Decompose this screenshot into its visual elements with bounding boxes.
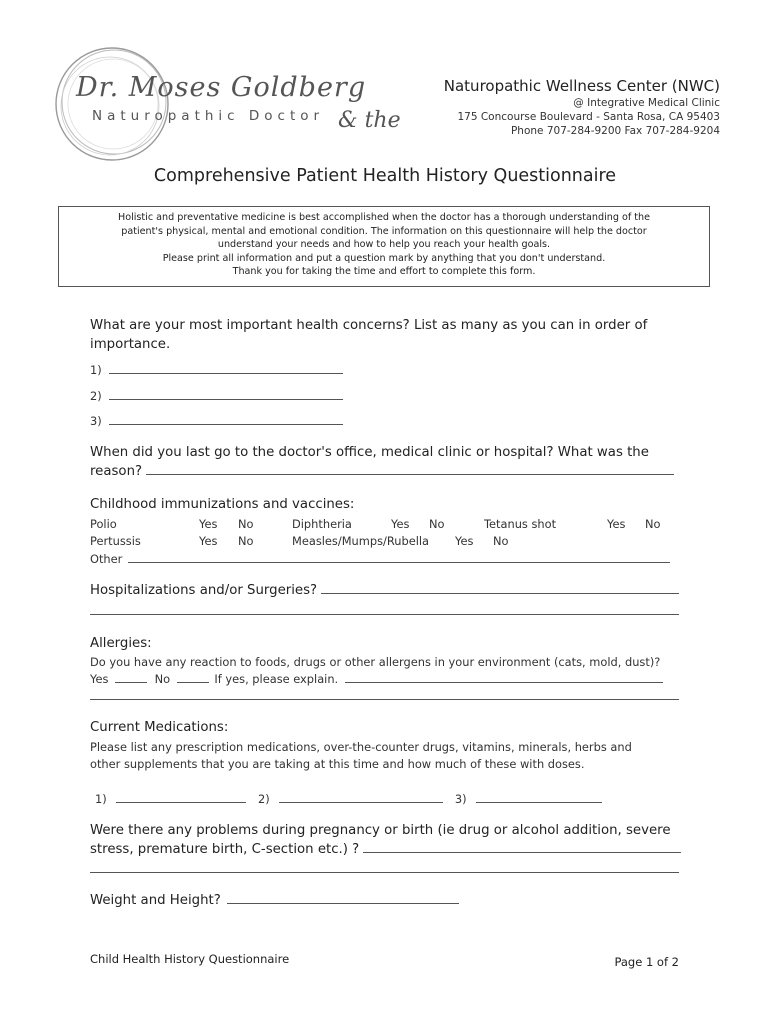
- pregnancy-question: [90, 822, 681, 859]
- intro-line: understand your needs and how to help you reach your health goals.: [217, 239, 551, 251]
- diphtheria-no-option[interactable]: No: [429, 517, 445, 531]
- allergies-heading: Allergies:: [90, 636, 152, 651]
- last-visit-question-line: When did you last go to the doctor's office, medical clinic or hospital? What was the: [90, 445, 649, 460]
- intro-line: Thank you for taking the time and effort to complete this form.: [232, 266, 536, 278]
- hospitalizations-line-2[interactable]: [90, 614, 679, 615]
- pregnancy-question-line: Were there any problems during pregnancy or birth (ie drug or alcohol addition, severe: [90, 823, 671, 838]
- immunizations-heading: Childhood immunizations and vaccines:: [90, 497, 355, 512]
- intro-line: Holistic and preventative medicine is best accomplished when the doctor has a thorough understanding of the: [117, 212, 651, 223]
- polio-yes-option[interactable]: Yes: [199, 517, 218, 531]
- other-label: Other: [90, 552, 123, 566]
- clinic-address: 175 Concourse Boulevard - Santa Rosa, CA 95403: [457, 111, 720, 123]
- pregnancy-question-line: stress, premature birth, C-section etc.) ?: [90, 841, 360, 857]
- polio-no-option[interactable]: No: [238, 517, 254, 531]
- mmr-label: Measles/Mumps/Rubella: [292, 534, 430, 548]
- concern-number: 3): [90, 414, 102, 428]
- concern-item-2: [90, 388, 343, 403]
- concerns-question: [90, 317, 647, 354]
- weight-height-field[interactable]: [227, 892, 459, 904]
- medication-3-field[interactable]: [476, 791, 602, 803]
- concerns-question-line: importance.: [90, 336, 171, 352]
- weight-height-label: Weight and Height?: [90, 893, 221, 908]
- logo-subtitle: Naturopathic Doctor: [92, 108, 325, 124]
- last-visit-reason-field[interactable]: [146, 463, 674, 475]
- intro-box: [58, 206, 710, 287]
- allergies-no-label: No: [154, 672, 171, 686]
- concern-item-1: [90, 362, 343, 377]
- logo-and-the: & the: [338, 108, 401, 133]
- hospitalizations-question: [90, 582, 679, 601]
- polio-label: Polio: [90, 517, 117, 531]
- mmr-yes-option[interactable]: Yes: [455, 534, 474, 548]
- allergies-explain-field[interactable]: [345, 671, 663, 683]
- clinic-name: Naturopathic Wellness Center (NWC): [443, 77, 720, 95]
- logo-swirl-icon: [52, 44, 172, 164]
- tetanus-no-option[interactable]: No: [645, 517, 661, 531]
- allergies-explain-label: If yes, please explain.: [214, 672, 339, 686]
- pertussis-no-option[interactable]: No: [238, 534, 254, 548]
- allergies-yes-field[interactable]: [115, 671, 147, 683]
- medications-heading: Current Medications:: [90, 720, 229, 735]
- intro-line: patient's physical, mental and emotional condition. The information on this questionnaire will help the doctor: [121, 225, 647, 237]
- concern-2-field[interactable]: [109, 388, 343, 400]
- pregnancy-field[interactable]: [363, 841, 681, 853]
- medications-text-line: Please list any prescription medications, over-the-counter drugs, vitamins, minerals, herbs and: [90, 740, 632, 754]
- last-visit-question: [90, 444, 674, 481]
- pertussis-label: Pertussis: [90, 534, 141, 548]
- weight-height-question: [90, 892, 459, 911]
- concern-1-field[interactable]: [109, 362, 343, 374]
- pregnancy-line-2[interactable]: [90, 872, 679, 873]
- page-title: Comprehensive Patient Health History Questionnaire: [153, 166, 617, 186]
- diphtheria-label: Diphtheria: [292, 517, 352, 531]
- clinic-affiliation: @ Integrative Medical Clinic: [573, 97, 720, 109]
- medication-number: 1): [95, 792, 107, 806]
- last-visit-reason-label: reason?: [90, 463, 143, 479]
- medication-number: 2): [257, 792, 270, 806]
- medication-2-field[interactable]: [279, 791, 443, 803]
- medications-text-line: other supplements that you are taking at this time and how much of these with doses.: [90, 757, 585, 771]
- allergies-text: Do you have any reaction to foods, drugs or other allergens in your environment (cats, mold, dust)?: [90, 655, 661, 669]
- concern-item-3: [90, 413, 343, 428]
- medication-number: 3): [454, 792, 467, 806]
- concern-number: 1): [90, 363, 102, 377]
- pertussis-yes-option[interactable]: Yes: [199, 534, 218, 548]
- intro-line: Please print all information and put a question mark by anything that you don't understand.: [162, 252, 606, 264]
- concern-3-field[interactable]: [109, 413, 343, 425]
- tetanus-yes-option[interactable]: Yes: [607, 517, 626, 531]
- hospitalizations-label: Hospitalizations and/or Surgeries?: [90, 583, 318, 598]
- allergies-answer-row: [90, 671, 663, 686]
- allergies-no-field[interactable]: [177, 671, 209, 683]
- concern-number: 2): [90, 389, 102, 403]
- footer-form-name: Child Health History Questionnaire: [90, 952, 290, 966]
- allergies-line-2[interactable]: [90, 699, 679, 700]
- concerns-question-line: What are your most important health concerns? List as many as you can in order of: [90, 318, 648, 333]
- mmr-no-option[interactable]: No: [493, 534, 509, 548]
- diphtheria-yes-option[interactable]: Yes: [391, 517, 410, 531]
- other-immunization: [90, 551, 670, 566]
- clinic-phone-fax: Phone 707-284-9200 Fax 707-284-9204: [510, 125, 720, 137]
- medication-1-field[interactable]: [116, 791, 246, 803]
- page-number: Page 1 of 2: [614, 955, 679, 969]
- other-immunization-field[interactable]: [128, 551, 670, 563]
- logo-name: Dr. Moses Goldberg: [76, 72, 367, 103]
- allergies-yes-label: Yes: [90, 672, 109, 686]
- tetanus-label: Tetanus shot: [484, 517, 557, 531]
- medications-entries: [95, 791, 602, 806]
- hospitalizations-field[interactable]: [321, 582, 679, 594]
